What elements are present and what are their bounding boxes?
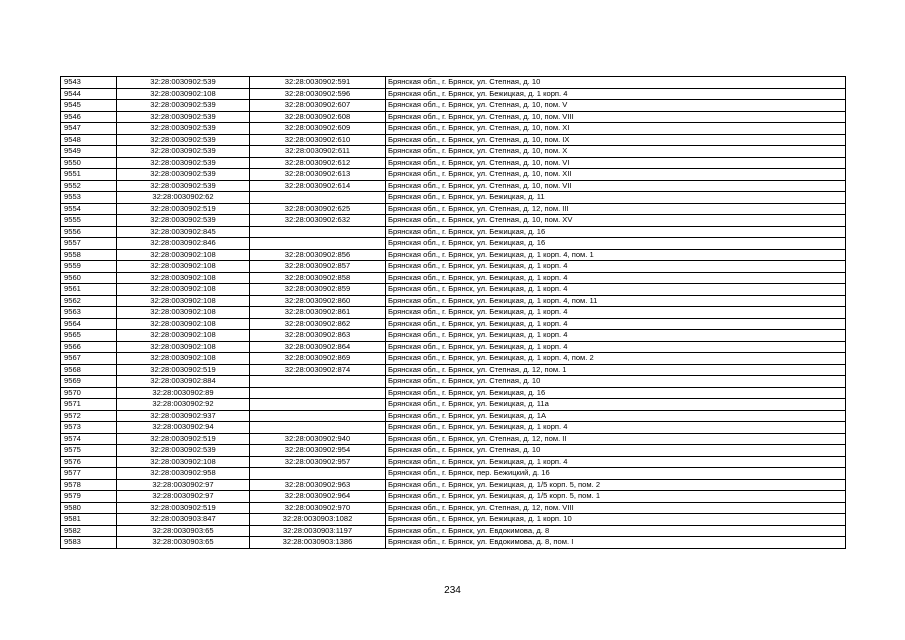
address-cell: Брянская обл., г. Брянск, ул. Степная, д. 10, пом. VI [386, 157, 846, 169]
cadastral-number-cell: 32:28:0030902:845 [117, 226, 250, 238]
cadastral-number-cell: 32:28:0030902:94 [117, 422, 250, 434]
cadastral-number-cell: 32:28:0030902:539 [117, 134, 250, 146]
table-row [61, 468, 846, 480]
row-number-cell: 9564 [61, 318, 117, 330]
address-cell: Брянская обл., г. Брянск, ул. Степная, д. 10, пом. IX [386, 134, 846, 146]
cadastral-number-cell: 32:28:0030902:108 [117, 295, 250, 307]
object-number-cell: 32:28:0030902:591 [250, 77, 386, 89]
registry-table [60, 76, 846, 549]
table-row [61, 387, 846, 399]
row-number-cell: 9573 [61, 422, 117, 434]
cadastral-number-cell: 32:28:0030902:539 [117, 123, 250, 135]
cadastral-number-cell: 32:28:0030902:97 [117, 491, 250, 503]
page-number: 234 [444, 585, 461, 596]
address-cell: Брянская обл., г. Брянск, ул. Бежицкая, д. 11 [386, 192, 846, 204]
table-row [61, 272, 846, 284]
object-number-cell: 32:28:0030902:857 [250, 261, 386, 273]
row-number-cell: 9577 [61, 468, 117, 480]
object-number-cell: 32:28:0030902:957 [250, 456, 386, 468]
object-number-cell: 32:28:0030902:608 [250, 111, 386, 123]
object-number-cell: 32:28:0030902:970 [250, 502, 386, 514]
cadastral-number-cell: 32:28:0030902:539 [117, 215, 250, 227]
registry-table-body [61, 77, 846, 549]
row-number-cell: 9556 [61, 226, 117, 238]
cadastral-number-cell: 32:28:0030902:539 [117, 146, 250, 158]
table-row [61, 341, 846, 353]
object-number-cell: 32:28:0030902:954 [250, 445, 386, 457]
object-number-cell: 32:28:0030902:625 [250, 203, 386, 215]
row-number-cell: 9546 [61, 111, 117, 123]
object-number-cell: 32:28:0030902:940 [250, 433, 386, 445]
row-number-cell: 9575 [61, 445, 117, 457]
table-row [61, 157, 846, 169]
table-row [61, 249, 846, 261]
table-row [61, 445, 846, 457]
address-cell: Брянская обл., г. Брянск, ул. Бежицкая, д. 1 корп. 4 [386, 272, 846, 284]
table-row [61, 399, 846, 411]
object-number-cell: 32:28:0030903:1082 [250, 514, 386, 526]
object-number-cell [250, 399, 386, 411]
object-number-cell [250, 410, 386, 422]
object-number-cell [250, 226, 386, 238]
object-number-cell: 32:28:0030902:858 [250, 272, 386, 284]
address-cell: Брянская обл., г. Брянск, ул. Бежицкая, д. 1/5 корп. 5, пом. 2 [386, 479, 846, 491]
address-cell: Брянская обл., г. Брянск, ул. Степная, д. 10, пом. X [386, 146, 846, 158]
row-number-cell: 9547 [61, 123, 117, 135]
table-row [61, 307, 846, 319]
table-row [61, 491, 846, 503]
table-row [61, 88, 846, 100]
object-number-cell: 32:28:0030902:864 [250, 341, 386, 353]
cadastral-number-cell: 32:28:0030902:62 [117, 192, 250, 204]
address-cell: Брянская обл., г. Брянск, ул. Бежицкая, д. 1 корп. 4, пом. 1 [386, 249, 846, 261]
table-row [61, 479, 846, 491]
address-cell: Брянская обл., г. Брянск, ул. Евдокимова, д. 8 [386, 525, 846, 537]
object-number-cell: 32:28:0030902:863 [250, 330, 386, 342]
table-row [61, 111, 846, 123]
cadastral-number-cell: 32:28:0030902:539 [117, 100, 250, 112]
row-number-cell: 9569 [61, 376, 117, 388]
row-number-cell: 9570 [61, 387, 117, 399]
row-number-cell: 9563 [61, 307, 117, 319]
object-number-cell: 32:28:0030902:963 [250, 479, 386, 491]
row-number-cell: 9576 [61, 456, 117, 468]
row-number-cell: 9574 [61, 433, 117, 445]
address-cell: Брянская обл., г. Брянск, ул. Бежицкая, д. 1 корп. 4 [386, 456, 846, 468]
address-cell: Брянская обл., г. Брянск, ул. Бежицкая, д. 1 корп. 4, пом. 11 [386, 295, 846, 307]
address-cell: Брянская обл., г. Брянск, ул. Степная, д. 10, пом. VIII [386, 111, 846, 123]
row-number-cell: 9571 [61, 399, 117, 411]
object-number-cell [250, 387, 386, 399]
cadastral-number-cell: 32:28:0030902:937 [117, 410, 250, 422]
object-number-cell: 32:28:0030902:874 [250, 364, 386, 376]
address-cell: Брянская обл., г. Брянск, пер. Бежицкий, д. 16 [386, 468, 846, 480]
cadastral-number-cell: 32:28:0030902:539 [117, 111, 250, 123]
table-row [61, 261, 846, 273]
table-row [61, 134, 846, 146]
table-row [61, 284, 846, 296]
table-row [61, 376, 846, 388]
row-number-cell: 9554 [61, 203, 117, 215]
cadastral-number-cell: 32:28:0030902:539 [117, 77, 250, 89]
address-cell: Брянская обл., г. Брянск, ул. Бежицкая, д. 1 корп. 4 [386, 341, 846, 353]
table-row [61, 100, 846, 112]
table-row [61, 318, 846, 330]
table-row [61, 238, 846, 250]
cadastral-number-cell: 32:28:0030902:108 [117, 330, 250, 342]
cadastral-number-cell: 32:28:0030902:884 [117, 376, 250, 388]
row-number-cell: 9551 [61, 169, 117, 181]
object-number-cell: 32:28:0030902:596 [250, 88, 386, 100]
cadastral-number-cell: 32:28:0030902:97 [117, 479, 250, 491]
row-number-cell: 9582 [61, 525, 117, 537]
cadastral-number-cell: 32:28:0030902:108 [117, 261, 250, 273]
address-cell: Брянская обл., г. Брянск, ул. Степная, д. 12, пом. 1 [386, 364, 846, 376]
table-row [61, 456, 846, 468]
cadastral-number-cell: 32:28:0030902:519 [117, 364, 250, 376]
object-number-cell [250, 468, 386, 480]
table-row [61, 422, 846, 434]
row-number-cell: 9566 [61, 341, 117, 353]
table-row [61, 525, 846, 537]
address-cell: Брянская обл., г. Брянск, ул. Степная, д. 10 [386, 376, 846, 388]
address-cell: Брянская обл., г. Брянск, ул. Бежицкая, д. 1 корп. 4 [386, 330, 846, 342]
address-cell: Брянская обл., г. Брянск, ул. Степная, д. 10, пом. VII [386, 180, 846, 192]
address-cell: Брянская обл., г. Брянск, ул. Бежицкая, д. 1 корп. 4 [386, 88, 846, 100]
row-number-cell: 9550 [61, 157, 117, 169]
cadastral-number-cell: 32:28:0030902:846 [117, 238, 250, 250]
object-number-cell: 32:28:0030902:859 [250, 284, 386, 296]
cadastral-number-cell: 32:28:0030902:92 [117, 399, 250, 411]
cadastral-number-cell: 32:28:0030902:958 [117, 468, 250, 480]
object-number-cell [250, 192, 386, 204]
table-row [61, 514, 846, 526]
row-number-cell: 9545 [61, 100, 117, 112]
cadastral-number-cell: 32:28:0030902:108 [117, 341, 250, 353]
row-number-cell: 9560 [61, 272, 117, 284]
address-cell: Брянская обл., г. Брянск, ул. Степная, д. 12, пом. II [386, 433, 846, 445]
address-cell: Брянская обл., г. Брянск, ул. Бежицкая, д. 1 корп. 4 [386, 318, 846, 330]
row-number-cell: 9572 [61, 410, 117, 422]
object-number-cell [250, 238, 386, 250]
cadastral-number-cell: 32:28:0030902:108 [117, 272, 250, 284]
address-cell: Брянская обл., г. Брянск, ул. Бежицкая, д. 1 корп. 4 [386, 284, 846, 296]
address-cell: Брянская обл., г. Брянск, ул. Бежицкая, д. 1 корп. 4 [386, 422, 846, 434]
cadastral-number-cell: 32:28:0030902:539 [117, 445, 250, 457]
object-number-cell: 32:28:0030902:869 [250, 353, 386, 365]
row-number-cell: 9552 [61, 180, 117, 192]
table-row [61, 364, 846, 376]
cadastral-number-cell: 32:28:0030902:108 [117, 249, 250, 261]
address-cell: Брянская обл., г. Брянск, ул. Бежицкая, д. 1 корп. 10 [386, 514, 846, 526]
address-cell: Брянская обл., г. Брянск, ул. Бежицкая, д. 16 [386, 226, 846, 238]
object-number-cell [250, 422, 386, 434]
row-number-cell: 9578 [61, 479, 117, 491]
cadastral-number-cell: 32:28:0030902:108 [117, 284, 250, 296]
table-row [61, 226, 846, 238]
address-cell: Брянская обл., г. Брянск, ул. Степная, д. 10, пом. XII [386, 169, 846, 181]
row-number-cell: 9558 [61, 249, 117, 261]
cadastral-number-cell: 32:28:0030902:108 [117, 456, 250, 468]
row-number-cell: 9581 [61, 514, 117, 526]
object-number-cell [250, 376, 386, 388]
address-cell: Брянская обл., г. Брянск, ул. Бежицкая, д. 1 корп. 4 [386, 261, 846, 273]
object-number-cell: 32:28:0030902:609 [250, 123, 386, 135]
table-row [61, 330, 846, 342]
address-cell: Брянская обл., г. Брянск, ул. Бежицкая, д. 1/5 корп. 5, пом. 1 [386, 491, 846, 503]
table-row [61, 203, 846, 215]
table-row [61, 502, 846, 514]
address-cell: Брянская обл., г. Брянск, ул. Бежицкая, д. 1А [386, 410, 846, 422]
object-number-cell: 32:28:0030902:964 [250, 491, 386, 503]
address-cell: Брянская обл., г. Брянск, ул. Степная, д. 10 [386, 77, 846, 89]
row-number-cell: 9579 [61, 491, 117, 503]
row-number-cell: 9555 [61, 215, 117, 227]
object-number-cell: 32:28:0030902:611 [250, 146, 386, 158]
address-cell: Брянская обл., г. Брянск, ул. Степная, д. 10, пом. XV [386, 215, 846, 227]
cadastral-number-cell: 32:28:0030903:847 [117, 514, 250, 526]
cadastral-number-cell: 32:28:0030902:89 [117, 387, 250, 399]
row-number-cell: 9565 [61, 330, 117, 342]
row-number-cell: 9568 [61, 364, 117, 376]
row-number-cell: 9561 [61, 284, 117, 296]
row-number-cell: 9559 [61, 261, 117, 273]
row-number-cell: 9543 [61, 77, 117, 89]
object-number-cell: 32:28:0030902:861 [250, 307, 386, 319]
table-row [61, 215, 846, 227]
address-cell: Брянская обл., г. Брянск, ул. Степная, д. 10, пом. XI [386, 123, 846, 135]
object-number-cell: 32:28:0030903:1197 [250, 525, 386, 537]
object-number-cell: 32:28:0030903:1386 [250, 537, 386, 549]
row-number-cell: 9562 [61, 295, 117, 307]
object-number-cell: 32:28:0030902:613 [250, 169, 386, 181]
address-cell: Брянская обл., г. Брянск, ул. Степная, д. 12, пом. III [386, 203, 846, 215]
row-number-cell: 9548 [61, 134, 117, 146]
table-row [61, 192, 846, 204]
row-number-cell: 9580 [61, 502, 117, 514]
row-number-cell: 9567 [61, 353, 117, 365]
row-number-cell: 9553 [61, 192, 117, 204]
table-row [61, 353, 846, 365]
address-cell: Брянская обл., г. Брянск, ул. Бежицкая, д. 1 корп. 4, пом. 2 [386, 353, 846, 365]
row-number-cell: 9549 [61, 146, 117, 158]
row-number-cell: 9557 [61, 238, 117, 250]
object-number-cell: 32:28:0030902:607 [250, 100, 386, 112]
address-cell: Брянская обл., г. Брянск, ул. Евдокимова, д. 8, пом. I [386, 537, 846, 549]
object-number-cell: 32:28:0030902:612 [250, 157, 386, 169]
cadastral-number-cell: 32:28:0030902:539 [117, 169, 250, 181]
table-row [61, 410, 846, 422]
table-row [61, 180, 846, 192]
cadastral-number-cell: 32:28:0030902:519 [117, 502, 250, 514]
address-cell: Брянская обл., г. Брянск, ул. Бежицкая, д. 16 [386, 238, 846, 250]
cadastral-number-cell: 32:28:0030902:539 [117, 157, 250, 169]
cadastral-number-cell: 32:28:0030903:65 [117, 525, 250, 537]
cadastral-number-cell: 32:28:0030902:539 [117, 180, 250, 192]
cadastral-number-cell: 32:28:0030902:108 [117, 307, 250, 319]
address-cell: Брянская обл., г. Брянск, ул. Бежицкая, д. 1 корп. 4 [386, 307, 846, 319]
object-number-cell: 32:28:0030902:610 [250, 134, 386, 146]
table-row [61, 295, 846, 307]
address-cell: Брянская обл., г. Брянск, ул. Степная, д. 10, пом. V [386, 100, 846, 112]
object-number-cell: 32:28:0030902:860 [250, 295, 386, 307]
object-number-cell: 32:28:0030902:862 [250, 318, 386, 330]
address-cell: Брянская обл., г. Брянск, ул. Степная, д. 12, пом. VIII [386, 502, 846, 514]
table-row [61, 77, 846, 89]
address-cell: Брянская обл., г. Брянск, ул. Бежицкая, д. 16 [386, 387, 846, 399]
cadastral-number-cell: 32:28:0030902:519 [117, 203, 250, 215]
cadastral-number-cell: 32:28:0030902:108 [117, 353, 250, 365]
table-row [61, 433, 846, 445]
address-cell: Брянская обл., г. Брянск, ул. Бежицкая, д. 11а [386, 399, 846, 411]
object-number-cell: 32:28:0030902:632 [250, 215, 386, 227]
object-number-cell: 32:28:0030902:856 [250, 249, 386, 261]
table-row [61, 123, 846, 135]
table-row [61, 169, 846, 181]
cadastral-number-cell: 32:28:0030902:108 [117, 318, 250, 330]
row-number-cell: 9544 [61, 88, 117, 100]
table-row [61, 537, 846, 549]
table-row [61, 146, 846, 158]
cadastral-number-cell: 32:28:0030902:108 [117, 88, 250, 100]
cadastral-number-cell: 32:28:0030903:65 [117, 537, 250, 549]
address-cell: Брянская обл., г. Брянск, ул. Степная, д. 10 [386, 445, 846, 457]
object-number-cell: 32:28:0030902:614 [250, 180, 386, 192]
row-number-cell: 9583 [61, 537, 117, 549]
cadastral-number-cell: 32:28:0030902:519 [117, 433, 250, 445]
